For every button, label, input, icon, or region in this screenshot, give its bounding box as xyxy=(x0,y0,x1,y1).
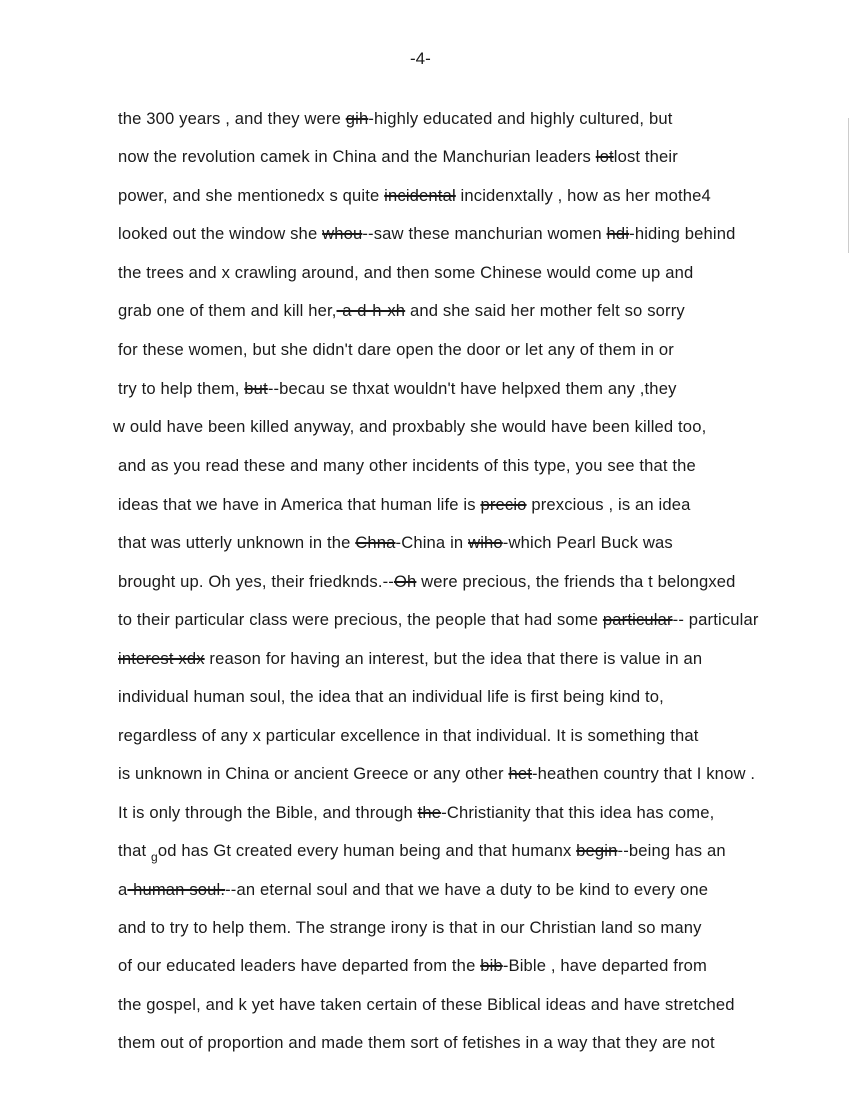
struck-text: lot xyxy=(595,147,614,166)
text-line xyxy=(118,456,696,476)
struck-text: begin xyxy=(576,841,618,860)
text-segment: -highly educated and highly cultured, but xyxy=(368,109,673,128)
text-segment: --being has an xyxy=(617,841,726,860)
text-line xyxy=(118,687,664,707)
text-segment: is unknown in China or ancient Greece or any other xyxy=(118,764,509,783)
text-segment: -Bible , have departed from xyxy=(502,956,708,975)
text-line xyxy=(118,995,735,1015)
text-segment: individual human soul, the idea that an individual life is first being kind to, xyxy=(118,687,664,706)
text-segment: and as you read these and many other incidents of this type, you see that the xyxy=(118,456,696,475)
struck-text: Chna xyxy=(355,533,396,552)
struck-text: -human soul. xyxy=(127,880,226,899)
text-segment: grab one of them and kill her, xyxy=(118,301,337,320)
struck-text: het xyxy=(508,764,532,783)
struck-text: incidental xyxy=(384,186,456,205)
text-segment: that was utterly unknown in the xyxy=(118,533,356,552)
text-segment: the gospel, and k yet have taken certain of these Biblical ideas and have stretched xyxy=(118,995,735,1014)
text-line xyxy=(118,379,677,399)
text-segment: It is only through the Bible, and through xyxy=(118,803,418,822)
text-line xyxy=(118,764,755,784)
text-line xyxy=(118,649,702,669)
text-segment: ideas that we have in America that human life is xyxy=(118,495,481,514)
page-number: -4- xyxy=(410,49,431,68)
struck-text: the xyxy=(417,803,442,822)
text-segment: for these women, but she didn't dare open the door or let any of them in or xyxy=(118,340,674,359)
text-segment: -China in xyxy=(395,533,469,552)
text-segment: that xyxy=(118,841,152,860)
text-segment: the trees and x crawling around, and then some Chinese would come up and xyxy=(118,263,694,282)
text-line xyxy=(118,1033,715,1053)
text-line xyxy=(118,340,674,360)
text-segment: reason for having an interest, but the idea that there is value in an xyxy=(204,649,703,668)
text-line xyxy=(118,109,672,129)
text-line xyxy=(118,610,759,630)
text-segment: -hiding behind xyxy=(629,224,736,243)
text-segment: of our educated leaders have departed from the xyxy=(118,956,481,975)
struck-text: gih xyxy=(345,109,369,128)
struck-text: but xyxy=(244,379,268,398)
text-segment: -- particular xyxy=(672,610,759,629)
text-segment: --becau se thxat wouldn't have helpxed them any ,they xyxy=(267,379,677,398)
text-line xyxy=(118,533,673,553)
struck-text: -a-d-h-xh xyxy=(336,301,406,320)
text-line xyxy=(118,186,711,206)
text-segment: and she said her mother felt so sorry xyxy=(405,301,685,320)
struck-text: particular xyxy=(602,610,673,629)
text-line xyxy=(118,918,702,938)
text-segment: now the revolution camek in China and the Manchurian leaders xyxy=(118,147,596,166)
text-segment: power, and she mentionedx s quite xyxy=(118,186,385,205)
struck-text: wiho xyxy=(468,533,503,552)
text-segment: brought up. Oh yes, their friedknds.-- xyxy=(118,572,394,591)
struck-text: bib xyxy=(480,956,503,975)
text-line xyxy=(118,263,693,283)
text-segment: them out of proportion and made them sort of fetishes in a way that they are not xyxy=(118,1033,715,1052)
text-segment: looked out the window she xyxy=(118,224,323,243)
text-segment: were precious, the friends tha t belongxed xyxy=(416,572,736,591)
text-line xyxy=(118,572,736,592)
text-segment: regardless of any x particular excellence in that individual. It is something that xyxy=(118,726,699,745)
text-segment: od has Gt created every human being and that humanx xyxy=(157,841,577,860)
struck-text: precio xyxy=(480,495,527,514)
text-segment: prexcious , is an idea xyxy=(526,495,691,514)
text-line xyxy=(118,224,736,244)
text-segment: the 300 years , and they were xyxy=(118,109,346,128)
text-line xyxy=(118,956,707,976)
text-line xyxy=(118,301,685,321)
text-line xyxy=(118,803,714,823)
text-line xyxy=(118,841,726,862)
text-segment: -heathen country that I know . xyxy=(531,764,756,783)
struck-text: interest xdx xyxy=(118,649,205,668)
struck-text: Oh xyxy=(393,572,417,591)
text-line xyxy=(113,417,706,437)
text-segment: --an eternal soul and that we have a duty to be kind to every one xyxy=(225,880,709,899)
text-segment: --saw these manchurian women xyxy=(362,224,607,243)
page-edge-mark xyxy=(848,118,849,253)
text-line xyxy=(118,880,708,900)
struck-text: hdi xyxy=(606,224,630,243)
text-line xyxy=(118,495,691,515)
text-segment: a xyxy=(118,880,128,899)
text-line xyxy=(118,726,698,746)
text-segment: try to help them, xyxy=(118,379,245,398)
text-segment: to their particular class were precious, the people that had some xyxy=(118,610,603,629)
text-segment: and to try to help them. The strange irony is that in our Christian land so many xyxy=(118,918,702,937)
struck-text: whou xyxy=(322,224,363,243)
text-segment: w ould have been killed anyway, and proxbably she would have been killed too, xyxy=(113,417,707,436)
text-segment: lost their xyxy=(613,147,678,166)
text-segment: -Christianity that this idea has come, xyxy=(441,803,715,822)
text-line xyxy=(118,147,678,167)
text-segment: incidenxtally , how as her mothe4 xyxy=(455,186,711,205)
subscript-text: g xyxy=(151,850,158,864)
text-segment: -which Pearl Buck was xyxy=(502,533,673,552)
